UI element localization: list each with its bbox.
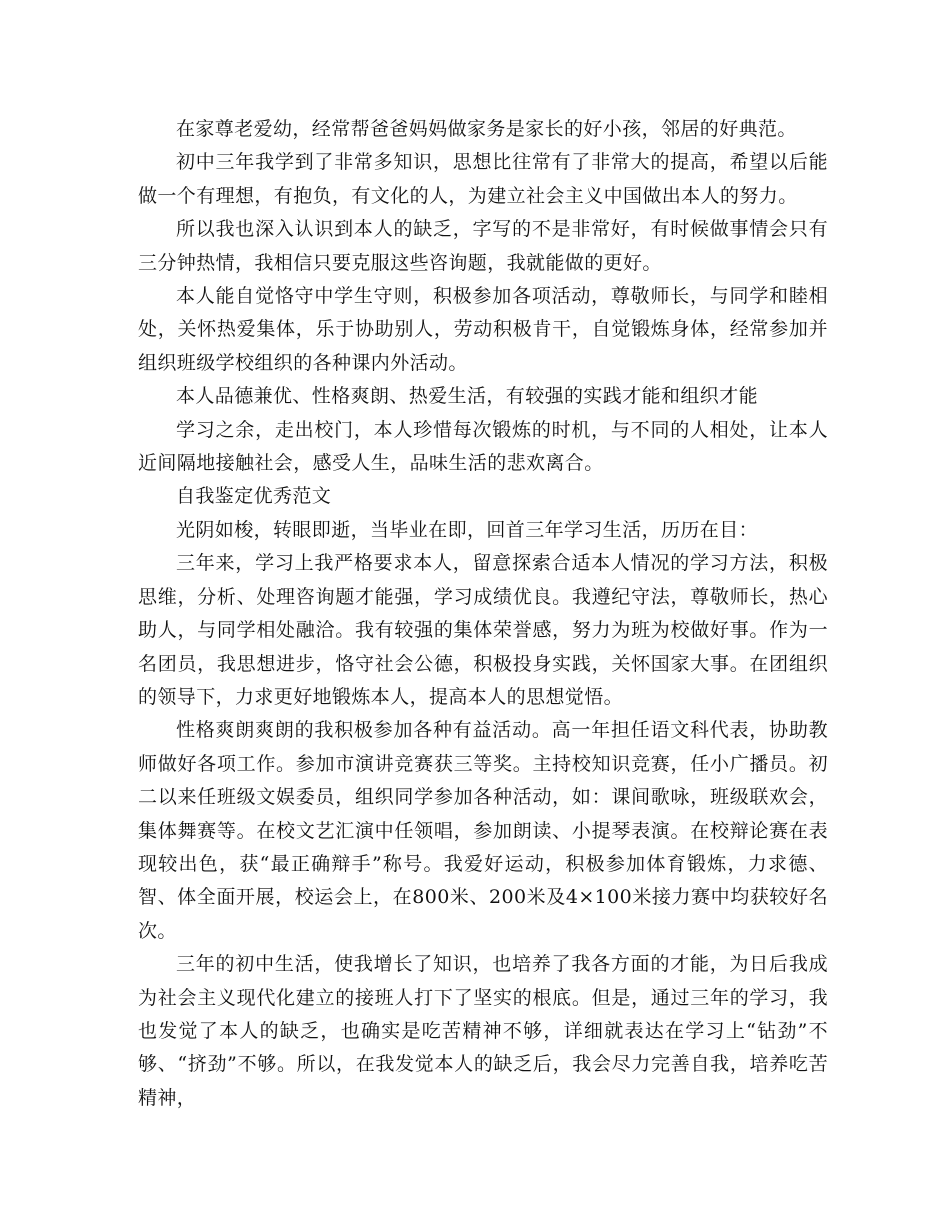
paragraph: 三年来，学习上我严格要求本人，留意探索合适本人情况的学习方法，积极思维，分析、处理咨询题才能强，学习成绩优良。我遵纪守法，尊敬师长，热心助人，与同学相处融洽。我有较强的集体荣誉感，努力为班为校做好事。作为一名团员，我思想进步，恪守社会公德，积极投身实践，关怀国家大事。在团组织的领导下，力求更好地锻炼本人，提高本人的思想觉悟。 xyxy=(138,552,828,708)
section-title: 自我鉴定优秀范文 xyxy=(176,485,332,508)
paragraph: 性格爽朗爽朗的我积极参加各种有益活动。高一年担任语文科代表，协助教师做好各项工作。参加市演讲竞赛获三等奖。主持校知识竞赛，任小广播员。初二以来任班级文娱委员，组织同学参加各种活动，如：课间歌咏，班级联欢会，集体舞赛等。在校文艺汇演中任领唱，参加朗读、小提琴表演。在校辩论赛在表现较出色，获“最正确辩手”称号。我爱好运动，积极参加体育锻炼，力求德、智、体全面开展，校运会上，在800米、200米及4×100米接力赛中均获较好名次。 xyxy=(138,719,828,942)
paragraph: 学习之余，走出校门，本人珍惜每次锻炼的时机，与不同的人相处，让本人近间隔地接触社会，感受人生，品味生活的悲欢离合。 xyxy=(138,418,828,475)
paragraph: 光阴如梭，转眼即逝，当毕业在即，回首三年学习生活，历历在目： xyxy=(176,518,759,541)
paragraph: 在家尊老爱幼，经常帮爸爸妈妈做家务是家长的好小孩，邻居的好典范。 xyxy=(176,118,797,140)
paragraph: 三年的初中生活，使我增长了知识，也培养了我各方面的才能，为日后我成为社会主义现代化建立的接班人打下了坚实的根底。但是，通过三年的学习，我也发觉了本人的缺乏，也确实是吃苦精神不够，详细就表达在学习上“钻劲”不够、“挤劲”不够。所以，在我发觉本人的缺乏后，我会尽力完善自我，培养吃苦精神， xyxy=(138,953,828,1109)
document-body xyxy=(138,113,828,1115)
paragraph: 本人能自觉恪守中学生守则，积极参加各项活动，尊敬师长，与同学和睦相处，关怀热爱集体，乐于协助别人，劳动积极肯干，自觉锻炼身体，经常参加并组织班级学校组织的各种课内外活动。 xyxy=(138,285,828,374)
paragraph: 所以我也深入认识到本人的缺乏，字写的不是非常好，有时候做事情会只有三分钟热情，我相信只要克服这些咨询题，我就能做的更好。 xyxy=(138,218,828,274)
paragraph: 本人品德兼优、性格爽朗、热爱生活，有较强的实践才能和组织才能 xyxy=(176,385,759,408)
paragraph: 初中三年我学到了非常多知识，思想比往常有了非常大的提高，希望以后能做一个有理想，有抱负，有文化的人，为建立社会主义中国做出本人的努力。 xyxy=(138,151,828,207)
